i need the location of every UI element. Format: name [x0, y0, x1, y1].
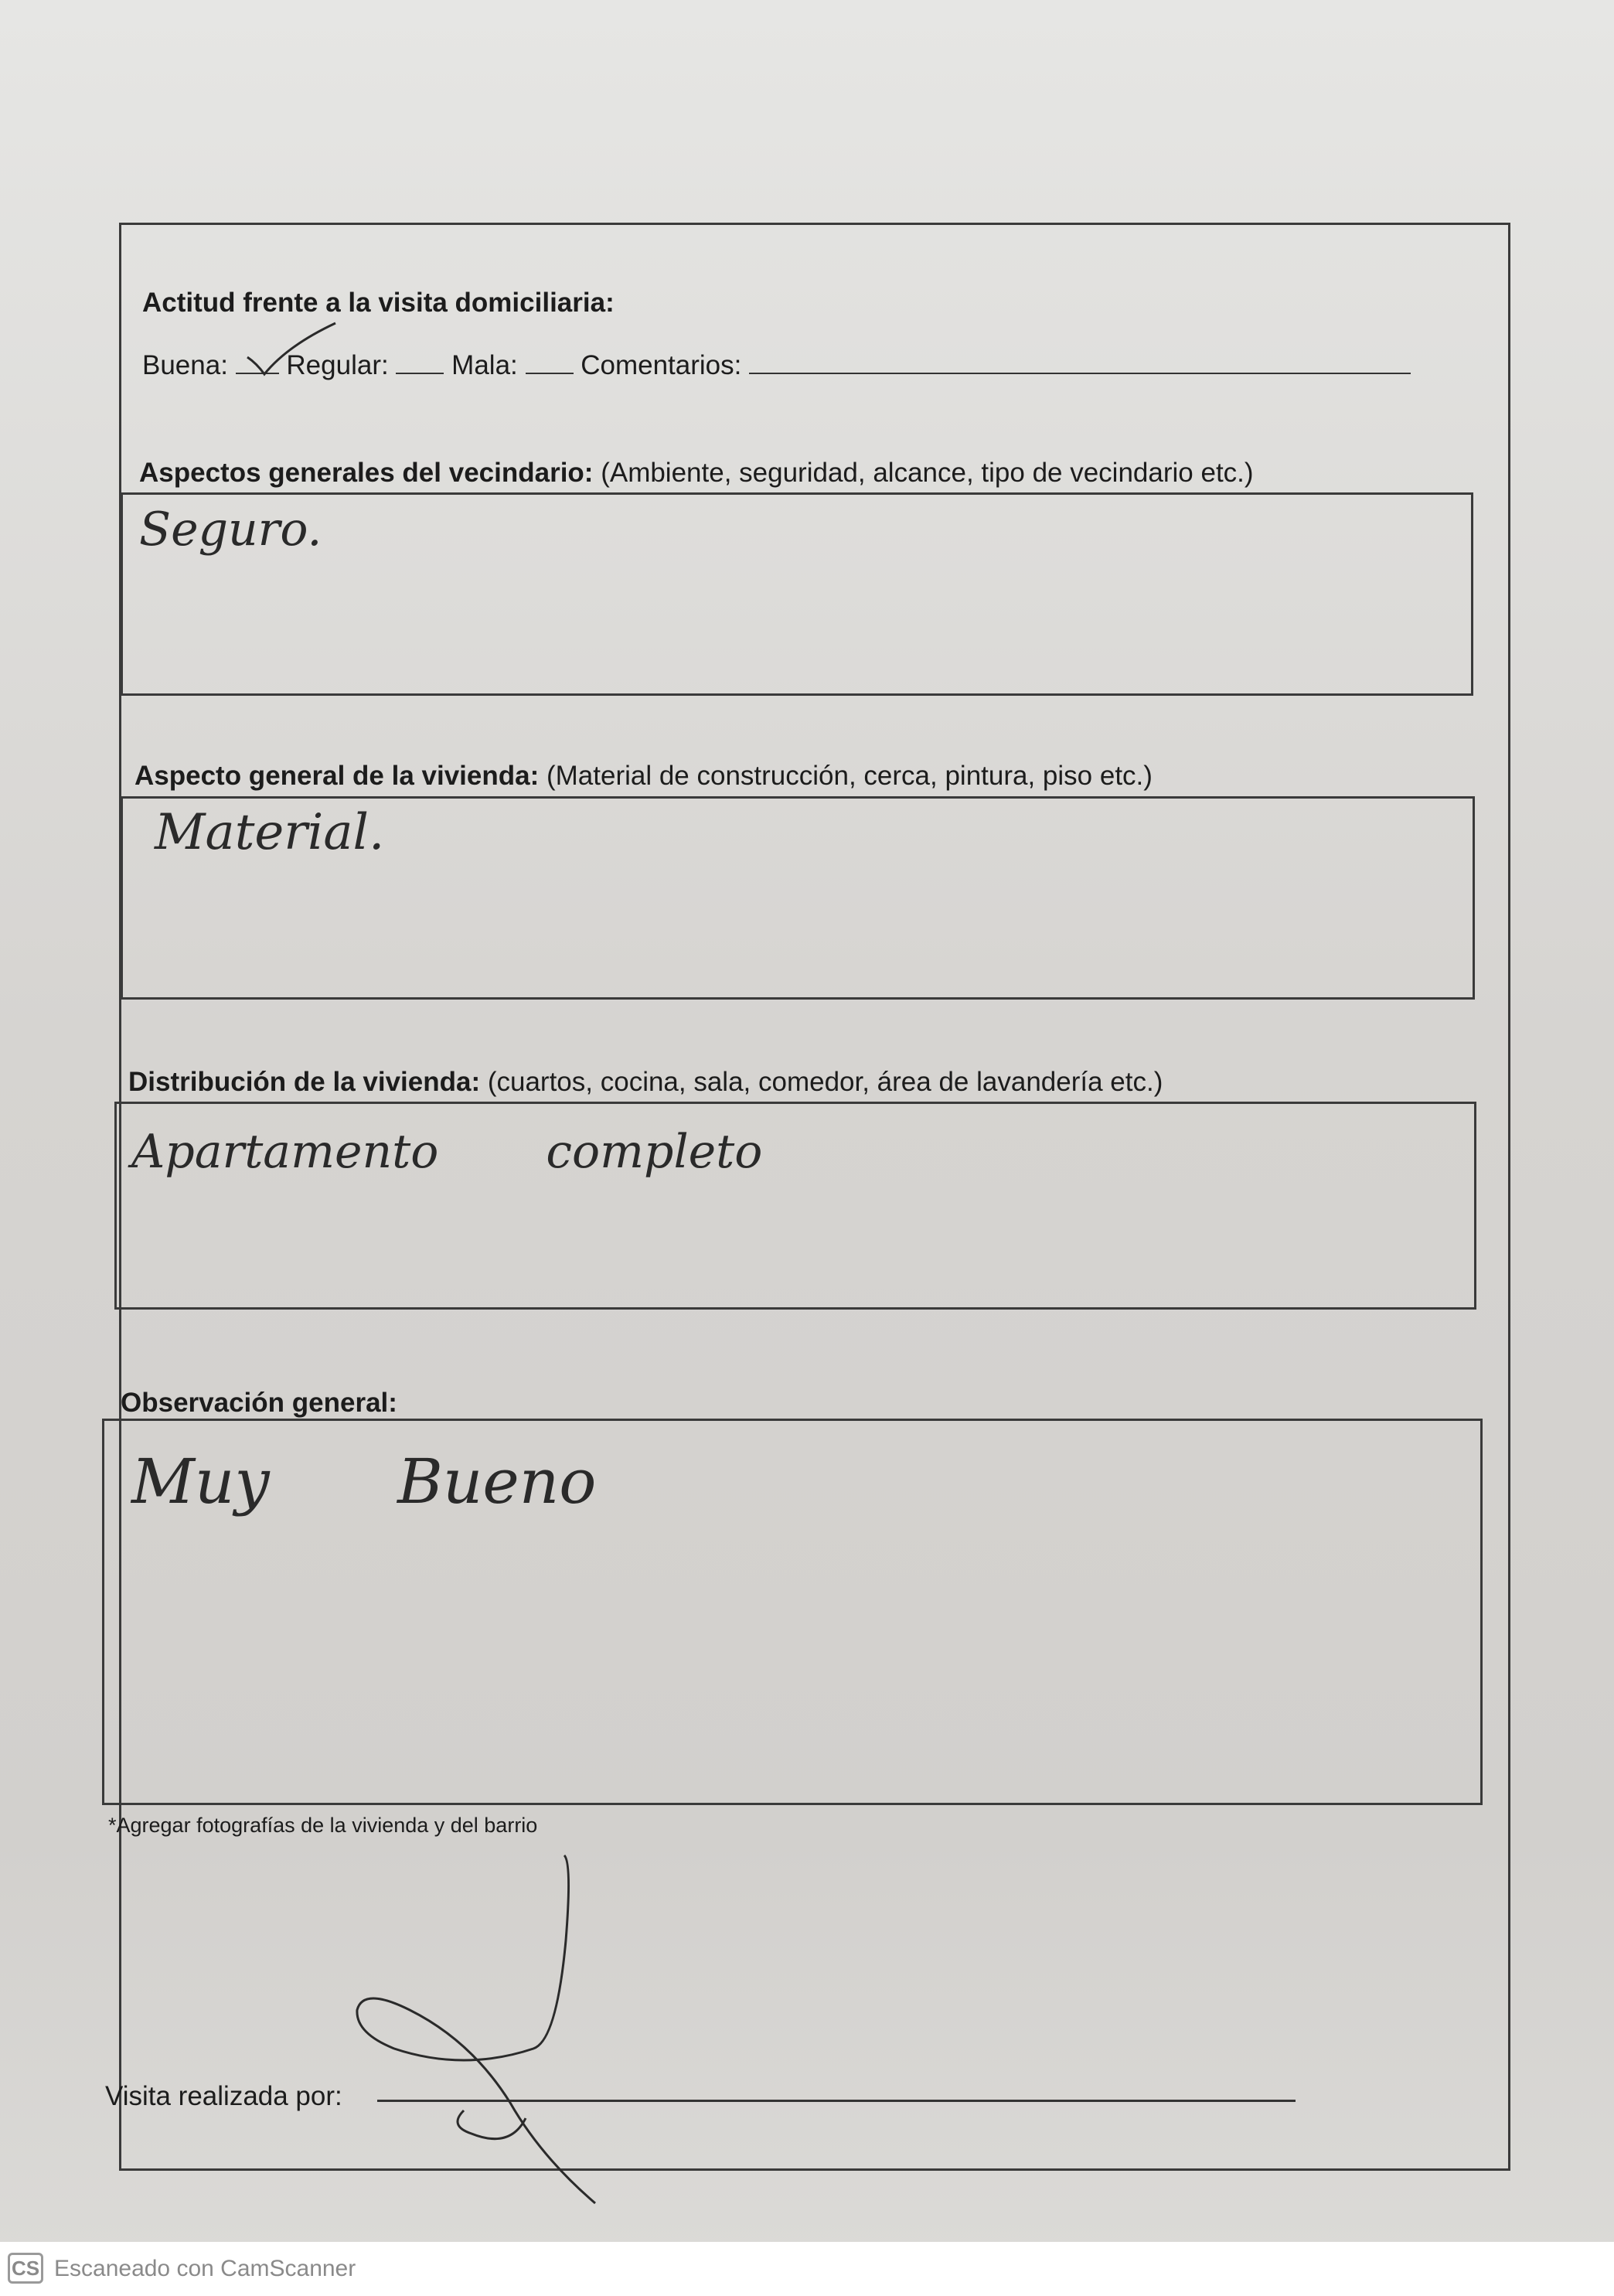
vecindario-box[interactable] [121, 492, 1473, 696]
distribucion-hint: (cuartos, cocina, sala, comedor, área de lavandería etc.) [487, 1067, 1163, 1097]
vivienda-heading [134, 761, 1153, 792]
distribucion-handwritten-value: Apartamento completo [131, 1125, 763, 1179]
mala-label: Mala: [451, 350, 518, 380]
vecindario-title: Aspectos generales del vecindario: [139, 458, 594, 488]
buena-checkmark-icon [241, 319, 342, 380]
actitud-title: Actitud frente a la visita domiciliaria: [142, 288, 615, 318]
observacion-handwritten-value: Muy Bueno [131, 1446, 597, 1518]
vivienda-handwritten-value: Material. [155, 804, 385, 861]
vivienda-hint: (Material de construcción, cerca, pintura, piso etc.) [546, 761, 1153, 791]
camscanner-logo-icon: CS [8, 2253, 43, 2284]
buena-label: Buena: [142, 350, 228, 380]
distribucion-heading [128, 1067, 1163, 1098]
vecindario-handwritten-value: Seguro. [139, 502, 322, 557]
visita-label: Visita realizada por: [105, 2081, 342, 2111]
observacion-title: Observación general: [121, 1388, 397, 1418]
photos-footnote: *Agregar fotografías de la vivienda y del barrio [108, 1814, 538, 1837]
vecindario-hint: (Ambiente, seguridad, alcance, tipo de vecindario etc.) [601, 458, 1254, 488]
regular-blank[interactable] [396, 351, 444, 374]
comentarios-blank[interactable] [749, 351, 1411, 374]
regular-label: Regular: [286, 350, 389, 380]
scanner-footer-text: Escaneado con CamScanner [54, 2256, 356, 2281]
scanner-footer [0, 2242, 1614, 2296]
vivienda-title: Aspecto general de la vivienda: [134, 761, 540, 791]
signature-scribble-icon [340, 1848, 618, 2211]
vecindario-heading [139, 458, 1254, 489]
distribucion-title: Distribución de la vivienda: [128, 1067, 481, 1097]
mala-blank[interactable] [526, 351, 574, 374]
comentarios-label: Comentarios: [581, 350, 742, 380]
